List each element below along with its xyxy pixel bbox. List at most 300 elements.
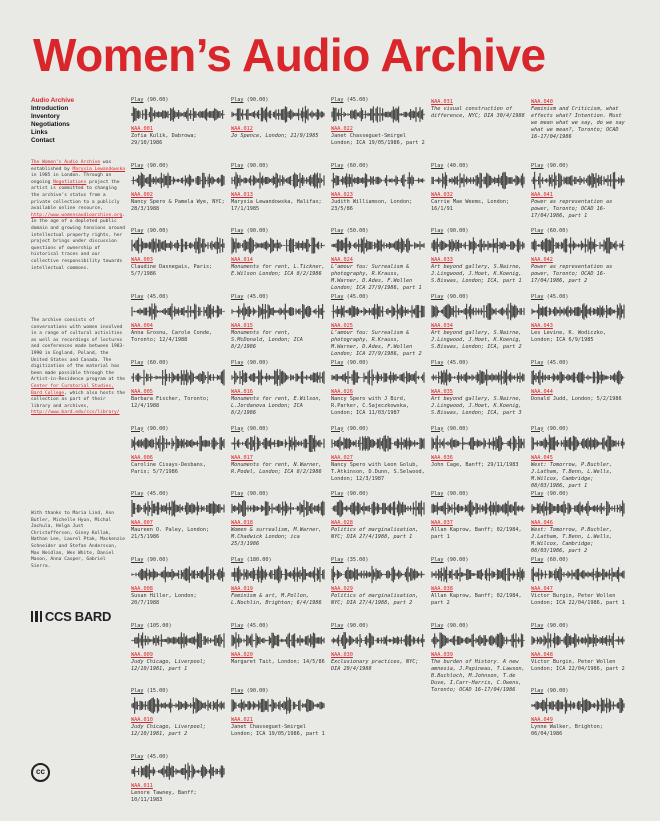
play-button[interactable] <box>331 491 427 498</box>
inline-link[interactable]: Marysia Lewandowska <box>72 166 126 172</box>
play-button[interactable] <box>131 557 227 564</box>
record-description: Monuments for rent, L.Tickner, E.Wilson London; ICA 8/2/1986 <box>231 264 325 278</box>
play-button[interactable] <box>331 294 427 301</box>
play-label: Play <box>431 622 444 629</box>
record-code-link[interactable]: WAA.015 <box>231 323 253 330</box>
waveform-shape <box>532 238 624 255</box>
record-description: Feminism & art, M.Pollon, L.Nochlin, Brighton; 6/4/1986 <box>231 592 322 606</box>
waveform-shape <box>232 632 324 648</box>
record-code-link[interactable]: WAA.029 <box>331 585 353 592</box>
entry-details <box>231 652 327 666</box>
play-label: Play <box>431 359 444 366</box>
duration-label: (45.00) <box>543 359 569 366</box>
play-button[interactable] <box>231 228 327 235</box>
play-button[interactable] <box>331 163 427 170</box>
record-description: Caroline Cisays-Desbans, Paris; 5/7/1986 <box>131 461 206 475</box>
entry-details <box>231 586 327 607</box>
record-description: West: Tomorrow, P.Buchler, J.Latham, T.Benn, L.Wells, M.Wilcox, Cambridge; 08/03/1986, part 1 <box>531 461 613 489</box>
record-code-link[interactable]: WAA.012 <box>231 126 253 132</box>
duration-label: (90.00) <box>343 491 369 498</box>
play-label: Play <box>231 425 244 432</box>
recording-entry <box>231 360 327 417</box>
waveform-shape <box>432 303 524 321</box>
recording-entry <box>331 97 427 147</box>
record-code-link[interactable]: WAA.047 <box>531 585 553 592</box>
entry-details <box>331 257 427 292</box>
record-code-link[interactable]: WAA.002 <box>131 191 153 198</box>
record-code-link[interactable]: WAA.006 <box>131 454 153 461</box>
duration-label: (45.00) <box>243 622 269 629</box>
play-button[interactable] <box>131 688 227 695</box>
record-code-link[interactable]: WAA.031 <box>431 99 453 105</box>
record-code-link[interactable]: WAA.024 <box>331 257 353 264</box>
record-code-link[interactable]: WAA.038 <box>431 585 453 592</box>
play-button[interactable] <box>531 557 627 564</box>
recording-entry <box>131 557 227 607</box>
play-button[interactable] <box>131 754 227 761</box>
recording-entry <box>331 294 427 358</box>
entry-details <box>131 323 227 344</box>
waveform-scrubber[interactable] <box>331 105 425 124</box>
duration-label: (90.00) <box>543 162 569 169</box>
record-description: Politics of marginalisation, NYC; DIA 27/4/1988, part 2 <box>331 592 419 606</box>
entry-details <box>431 520 527 541</box>
play-button[interactable] <box>131 97 227 104</box>
waveform-shape <box>132 435 224 451</box>
duration-label: (90.00) <box>243 162 269 169</box>
duration-label: (35.00) <box>343 556 369 563</box>
entry-details <box>331 389 427 417</box>
play-label: Play <box>131 688 144 695</box>
waveform-scrubber[interactable] <box>531 499 625 518</box>
record-code-link[interactable]: WAA.032 <box>431 191 453 198</box>
waveform-shape <box>332 304 424 320</box>
duration-label: (45.00) <box>143 754 169 760</box>
entry-details <box>531 520 627 555</box>
waveform-scrubber[interactable] <box>231 565 325 584</box>
play-button[interactable] <box>231 491 327 498</box>
record-code-link[interactable]: WAA.008 <box>131 585 153 592</box>
record-description: The burden of History. A new amnesia, J.Papineau, T.Lawson, B.Buchloch, M.Johnson, T.de Duve, I.Carr-Harris, C.Owens, Toronto; OCAD 16-17/04/1986 <box>431 658 525 693</box>
waveform-scrubber[interactable] <box>431 631 525 650</box>
record-code-link[interactable]: WAA.010 <box>131 717 153 724</box>
record-code-link[interactable]: WAA.020 <box>231 651 253 658</box>
record-description: Power as representation as power, Toronto; OCAD 16-17/04/1986, part 1 <box>531 198 613 219</box>
record-code-link[interactable]: WAA.030 <box>331 651 353 658</box>
record-code-link[interactable]: WAA.048 <box>531 651 553 658</box>
play-label: Play <box>131 294 144 301</box>
recording-entry <box>331 491 427 541</box>
entry-details <box>331 652 427 673</box>
waveform-scrubber[interactable] <box>131 105 225 124</box>
recording-entry <box>531 97 627 141</box>
play-button[interactable] <box>131 426 227 433</box>
waveform-shape <box>232 238 324 255</box>
record-code-link[interactable]: WAA.036 <box>431 454 453 461</box>
duration-label: (90.00) <box>343 359 369 366</box>
record-description: L’amour fou: Surrealism & photography, R.Krauss, M.Warner, D.Ades, F.Wollen London; ICA 27/9/1986, part 2 <box>331 330 422 358</box>
waveform-scrubber[interactable] <box>331 499 425 518</box>
waveform-scrubber[interactable] <box>531 302 625 321</box>
waveform-shape <box>432 435 524 451</box>
nav-item-contact[interactable]: Contact <box>31 137 55 144</box>
record-code-link[interactable]: WAA.044 <box>531 388 553 395</box>
waveform-shape <box>432 632 524 648</box>
play-label: Play <box>431 294 444 301</box>
entry-details <box>331 126 427 147</box>
waveform-scrubber[interactable] <box>131 302 225 321</box>
recording-entry <box>131 754 227 804</box>
waveform-scrubber[interactable] <box>531 236 625 255</box>
waveform-scrubber[interactable] <box>431 302 525 321</box>
record-code-link[interactable]: WAA.046 <box>531 520 553 527</box>
play-label: Play <box>431 491 444 498</box>
play-button[interactable] <box>531 623 627 630</box>
recording-entry <box>531 360 627 403</box>
play-button[interactable] <box>531 426 627 433</box>
play-label: Play <box>231 622 244 629</box>
inline-link[interactable]: Negotiations <box>53 179 87 185</box>
play-label: Play <box>431 556 444 563</box>
entry-details <box>531 652 627 673</box>
recording-entry <box>431 97 527 120</box>
waveform-scrubber[interactable] <box>231 434 325 453</box>
entry-details <box>431 586 527 607</box>
play-label: Play <box>531 688 544 695</box>
play-button[interactable] <box>131 623 227 630</box>
record-code-link[interactable]: WAA.041 <box>531 191 553 198</box>
play-button[interactable] <box>431 228 527 235</box>
play-button[interactable] <box>231 623 327 630</box>
play-button[interactable] <box>431 360 527 367</box>
play-label: Play <box>431 228 444 235</box>
duration-label: (45.00) <box>243 294 269 301</box>
play-label: Play <box>131 622 144 629</box>
waveform-shape <box>532 632 624 648</box>
waveform-shape <box>332 500 424 517</box>
nav-item-audio-archive[interactable]: Audio Archive <box>31 97 75 104</box>
entry-details <box>531 323 627 344</box>
recording-entry <box>231 426 327 476</box>
play-button[interactable] <box>131 228 227 235</box>
play-button[interactable] <box>331 623 427 630</box>
ccs-bard-logo[interactable] <box>31 609 111 624</box>
play-button[interactable] <box>531 294 627 301</box>
record-code-link[interactable]: WAA.025 <box>331 323 353 330</box>
play-button[interactable] <box>431 557 527 564</box>
record-code-link[interactable]: WAA.009 <box>131 651 153 658</box>
waveform-scrubber[interactable] <box>531 696 625 715</box>
record-description: Marysia Lewandowska, Halifax; 17/1/1985 <box>231 198 322 212</box>
play-button[interactable] <box>331 97 427 104</box>
waveform-scrubber[interactable] <box>331 565 425 584</box>
recording-entry <box>231 294 327 351</box>
waveform-shape <box>432 238 524 254</box>
waveform-scrubber[interactable] <box>131 434 225 453</box>
waveform-scrubber[interactable] <box>431 236 525 255</box>
entry-details <box>331 323 427 358</box>
waveform-scrubber[interactable] <box>131 762 225 781</box>
record-description: Janet Chasseguet-Smirgel London; ICA 19/05/1986, part 2 <box>331 133 425 146</box>
record-description: Allan Kaprow, Banff; 02/1984, part 1 <box>431 527 522 541</box>
record-code-link[interactable]: WAA.033 <box>431 257 453 264</box>
record-description: Janet Chasseguet-Smirgel London; ICA 19/05/1986, part 1 <box>231 724 325 738</box>
nav-item-negotiations[interactable]: Negotiations <box>31 121 70 128</box>
record-code-link[interactable]: WAA.011 <box>131 783 153 789</box>
play-button[interactable] <box>131 360 227 367</box>
play-button[interactable] <box>231 360 327 367</box>
record-code-link[interactable]: WAA.043 <box>531 323 553 330</box>
record-code-link[interactable]: WAA.016 <box>231 388 253 395</box>
intro-paragraph <box>31 160 127 272</box>
waveform-shape <box>332 435 424 452</box>
recording-entry <box>131 491 227 541</box>
recording-entry <box>231 163 327 213</box>
duration-label: (90.00) <box>443 491 469 498</box>
record-code-link[interactable]: WAA.027 <box>331 454 353 461</box>
play-label: Play <box>331 556 344 563</box>
duration-label: (15.00) <box>143 688 169 695</box>
paragraph-text: was established by <box>31 160 112 172</box>
record-code-link[interactable]: WAA.034 <box>431 323 453 330</box>
recording-entry <box>331 623 427 673</box>
record-code-link[interactable]: WAA.028 <box>331 520 353 527</box>
ccs-bard-logo-text: CCS BARD <box>44 609 112 624</box>
waveform-shape <box>332 172 424 189</box>
waveform-scrubber[interactable] <box>531 368 625 387</box>
waveform-scrubber[interactable] <box>231 236 325 255</box>
record-code-link[interactable]: WAA.039 <box>431 651 453 658</box>
inline-link[interactable]: Center for Curatorial Studies, Bard College <box>31 383 114 396</box>
waveform-scrubber[interactable] <box>531 434 625 453</box>
play-button[interactable] <box>231 97 327 104</box>
record-code-link[interactable]: WAA.022 <box>331 126 353 132</box>
play-label: Play <box>231 556 244 563</box>
entry-details <box>431 389 527 417</box>
record-code-link[interactable]: WAA.003 <box>131 257 153 264</box>
waveform-scrubber[interactable] <box>431 171 525 190</box>
record-description: Feminism and Criticism, what effects what? Intention. Must we mean what we say, do we say what we mean?, Toronto; OCAD 16-17/04/1986 <box>531 106 625 140</box>
record-code-link[interactable]: WAA.004 <box>131 323 153 330</box>
entry-details <box>231 455 327 476</box>
play-button[interactable] <box>531 228 627 235</box>
waveform-scrubber[interactable] <box>431 565 525 584</box>
record-code-link[interactable]: WAA.005 <box>131 388 153 395</box>
play-label: Play <box>431 162 444 169</box>
waveform-scrubber[interactable] <box>431 434 525 453</box>
play-button[interactable] <box>531 688 627 695</box>
waveform-scrubber[interactable] <box>431 368 525 387</box>
waveform-scrubber[interactable] <box>231 105 325 124</box>
waveform-scrubber[interactable] <box>531 631 625 650</box>
waveform-shape <box>132 632 224 648</box>
record-code-link[interactable]: WAA.021 <box>231 717 253 724</box>
play-button[interactable] <box>131 491 227 498</box>
record-description: Nancy Spero & Pamela Wye, NYC; 28/3/1988 <box>131 198 225 212</box>
paragraph-text: . In the age of a depleted public domain and growing tensions around intellectual property rights, her project brings under discussion questions of ownership of historical traces and our collective responsibility towards intellectual commons. <box>31 212 126 271</box>
duration-label: (90.00) <box>543 425 569 432</box>
duration-label: (90.00) <box>443 294 469 301</box>
play-button[interactable] <box>131 294 227 301</box>
play-button[interactable] <box>231 688 327 695</box>
play-label: Play <box>531 556 544 563</box>
record-code-link[interactable]: WAA.018 <box>231 520 253 527</box>
creative-commons-icon[interactable]: cc <box>31 763 50 782</box>
waveform-scrubber[interactable] <box>131 171 225 190</box>
waveform-shape <box>132 566 224 582</box>
waveform-scrubber[interactable] <box>131 499 225 518</box>
entry-details <box>131 586 227 607</box>
entry-details <box>131 126 227 147</box>
waveform-shape <box>332 632 424 649</box>
waveform-scrubber[interactable] <box>331 631 425 650</box>
play-button[interactable] <box>231 163 327 170</box>
play-button[interactable] <box>331 557 427 564</box>
waveform-scrubber[interactable] <box>431 499 525 518</box>
waveform-shape <box>132 500 224 517</box>
play-button[interactable] <box>331 228 427 235</box>
record-code-link[interactable]: WAA.035 <box>431 388 453 395</box>
play-button[interactable] <box>531 491 627 498</box>
nav-item-links[interactable]: Links <box>31 129 48 136</box>
play-button[interactable] <box>231 294 327 301</box>
entry-details <box>231 520 327 548</box>
entry-details <box>531 717 627 738</box>
waveform-scrubber[interactable] <box>331 434 425 453</box>
waveform-scrubber[interactable] <box>531 171 625 190</box>
duration-label: (60.00) <box>343 162 369 169</box>
entry-details <box>531 389 627 403</box>
duration-label: (90.00) <box>143 228 169 235</box>
record-description: Nancy Spero with J Bird, R.Parker, C.Sajeczkowska, London; ICA 11/03/1987 <box>331 395 410 416</box>
play-label: Play <box>131 556 144 563</box>
waveform-shape <box>132 698 224 714</box>
duration-label: (90.00) <box>243 359 269 366</box>
nav-item-inventory[interactable]: Inventory <box>31 113 60 120</box>
play-button[interactable] <box>231 557 327 564</box>
recording-entry <box>531 426 627 490</box>
play-button[interactable] <box>431 623 527 630</box>
duration-label: (90.00) <box>243 688 269 695</box>
waveform-scrubber[interactable] <box>231 696 325 715</box>
play-button[interactable] <box>331 426 427 433</box>
waveform-scrubber[interactable] <box>531 565 625 584</box>
waveform-shape <box>432 171 524 188</box>
play-label: Play <box>531 622 544 629</box>
entry-details <box>331 586 427 607</box>
waveform-scrubber[interactable] <box>131 696 225 715</box>
inline-link[interactable]: The Women’s Audio Archive <box>31 160 101 165</box>
waveform-scrubber[interactable] <box>231 171 325 190</box>
play-label: Play <box>131 359 144 366</box>
waveform-scrubber[interactable] <box>131 236 225 255</box>
waveform-scrubber[interactable] <box>331 236 425 255</box>
record-code-link[interactable]: WAA.017 <box>231 454 253 461</box>
nav-item-introduction[interactable]: Introduction <box>31 105 69 112</box>
record-description: Monuments for rent, N.Warner, R.Podel, London; ICA 8/2/1986 <box>231 461 322 475</box>
waveform-scrubber[interactable] <box>131 631 225 650</box>
waveform-scrubber[interactable] <box>231 302 325 321</box>
record-code-link[interactable]: WAA.001 <box>131 126 153 132</box>
record-code-link[interactable]: WAA.014 <box>231 257 253 264</box>
duration-label: (90.00) <box>543 688 569 695</box>
record-code-link[interactable]: WAA.037 <box>431 520 453 527</box>
waveform-shape <box>532 697 624 714</box>
record-code-link[interactable]: WAA.013 <box>231 191 253 198</box>
duration-label: (90.00) <box>143 97 169 103</box>
play-button[interactable] <box>331 360 427 367</box>
waveform-scrubber[interactable] <box>231 631 325 650</box>
duration-label: (90.00) <box>543 491 569 498</box>
page-title: Women’s Audio Archive <box>33 29 546 81</box>
duration-label: (90.00) <box>143 162 169 169</box>
waveform-scrubber[interactable] <box>231 499 325 518</box>
waveform-shape <box>232 303 324 320</box>
duration-label: (45.00) <box>143 294 169 301</box>
play-button[interactable] <box>231 426 327 433</box>
recording-entry <box>431 228 527 285</box>
record-code-link[interactable]: WAA.019 <box>231 585 253 592</box>
play-button[interactable] <box>431 426 527 433</box>
record-description: Judy Chicago, Liverpool; 12/10/1981, part 2 <box>131 724 206 738</box>
record-code-link[interactable]: WAA.040 <box>531 99 553 105</box>
play-button[interactable] <box>431 294 527 301</box>
waveform-scrubber[interactable] <box>231 368 325 387</box>
site-nav <box>31 97 126 145</box>
waveform-shape <box>432 369 524 385</box>
inline-link[interactable]: http://www.bard.edu/ccs/library/ <box>31 410 120 416</box>
duration-label: (90.00) <box>443 228 469 235</box>
record-code-link[interactable]: WAA.007 <box>131 520 153 527</box>
record-code-link[interactable]: WAA.042 <box>531 257 553 264</box>
play-label: Play <box>131 425 144 432</box>
entry-details <box>231 126 327 140</box>
play-button[interactable] <box>431 163 527 170</box>
duration-label: (90.00) <box>243 425 269 432</box>
waveform-scrubber[interactable] <box>331 171 425 190</box>
inline-link[interactable]: http://www.womensaudioarchive.org <box>31 212 123 218</box>
record-description: Maureen O. Paley, London; 21/5/1986 <box>131 527 210 541</box>
duration-label: (90.00) <box>243 491 269 498</box>
play-button[interactable] <box>531 163 627 170</box>
entry-details <box>431 323 527 351</box>
entry-details <box>431 455 527 469</box>
record-code-link[interactable]: WAA.049 <box>531 717 553 724</box>
record-code-link[interactable]: WAA.045 <box>531 454 553 461</box>
waveform-scrubber[interactable] <box>131 368 225 387</box>
record-description: Power as representation as power, Toronto; OCAD 16-17/04/1986, part 2 <box>531 264 613 285</box>
record-description: Monuments for rent, S.McDonald, London; ICA 8/2/1986 <box>231 330 303 351</box>
record-code-link[interactable]: WAA.023 <box>331 191 353 198</box>
waveform-scrubber[interactable] <box>331 368 425 387</box>
waveform-scrubber[interactable] <box>131 565 225 584</box>
paragraph-text: With thanks to Maria Lind, Ann Butler, Michelle Hyun, Michal Jachula, Helga Just Christoffersen, Ginny Kollak, Nathan Lee, Laurel Ptak, Mackenzie Schneider and Stefan Andersson, Max Neidlan, Wes White, Daniel Mason, Anna Casper, Gabriel Sierra. <box>31 511 126 569</box>
waveform-shape <box>232 172 324 188</box>
play-button[interactable] <box>531 360 627 367</box>
play-button[interactable] <box>131 163 227 170</box>
waveform-shape <box>532 434 624 452</box>
recording-entry <box>231 97 327 140</box>
play-button[interactable] <box>431 491 527 498</box>
recording-entry <box>531 688 627 738</box>
waveform-shape <box>132 107 224 122</box>
play-label: Play <box>131 228 144 235</box>
recording-entry <box>431 163 527 213</box>
record-code-link[interactable]: WAA.026 <box>331 388 353 395</box>
entry-details <box>131 717 227 738</box>
waveform-scrubber[interactable] <box>331 302 425 321</box>
duration-label: (60.00) <box>543 556 569 563</box>
